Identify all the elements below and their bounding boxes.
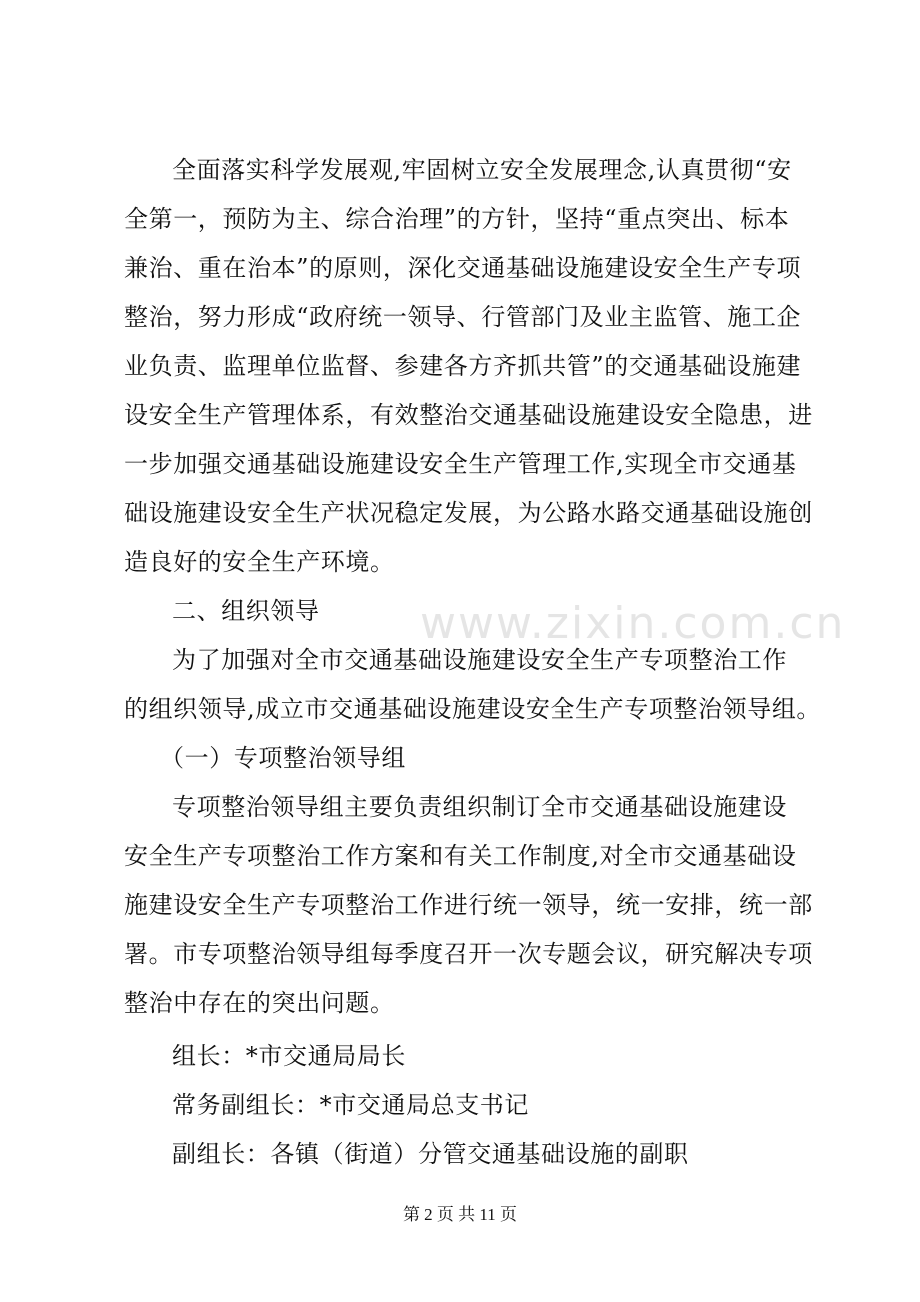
text-line: 业负责、监理单位监督、参建各方齐抓共管”的交通基础设施建: [124, 352, 802, 380]
text-line: 全第一，预防为主、综合治理”的方针，坚持“重点突出、标本: [124, 205, 790, 233]
member-group-leader: 组长：*市交通局局长: [172, 1042, 406, 1070]
text-line: 专项整治领导组主要负责组织制订全市交通基础设施建设: [172, 793, 787, 821]
document-body: [124, 146, 822, 1179]
text-line: 整治中存在的突出问题。: [124, 989, 395, 1017]
text-line: 设安全生产管理体系，有效整治交通基础设施建设安全隐患，进: [124, 401, 813, 429]
text-line: 全面落实科学发展观,牢固树立安全发展理念,认真贯彻“安: [172, 156, 792, 184]
text-line: 础设施建设安全生产状况稳定发展，为公路水路交通基础设施创: [124, 499, 813, 527]
text-line: 安全生产专项整治工作方案和有关工作制度,对全市交通基础设: [124, 842, 797, 870]
text-line: 一步加强交通基础设施建设安全生产管理工作,实现全市交通基: [124, 450, 797, 478]
watermark: www.zixin.com.cn: [420, 598, 846, 649]
section-heading: 二、组织领导: [172, 597, 320, 625]
member-executive-deputy: 常务副组长：*市交通局总支书记: [172, 1091, 529, 1119]
paragraph-group-duties: [124, 783, 814, 1028]
text-line: 兼治、重在治本”的原则，深化交通基础设施建设安全生产专项: [124, 254, 802, 282]
paragraph-leadership-group: [124, 636, 822, 734]
text-line: 整治，努力形成“政府统一领导、行管部门及业主监管、施工企: [124, 303, 802, 331]
text-line: 造良好的安全生产环境。: [124, 548, 395, 576]
text-line: 署。市专项整治领导组每季度召开一次专题会议，研究解决专项: [124, 940, 813, 968]
page-number-footer: 第 2 页 共 11 页: [402, 1205, 518, 1224]
text-line: 为了加强对全市交通基础设施建设安全生产专项整治工作: [172, 646, 787, 674]
subsection-heading: （一）专项整治领导组: [160, 744, 406, 772]
text-line: 施建设安全生产专项整治工作进行统一领导，统一安排，统一部: [124, 891, 813, 919]
paragraph-guiding-principle: [124, 146, 814, 587]
member-deputy-leaders: 副组长：各镇（街道）分管交通基础设施的副职: [172, 1140, 689, 1168]
text-line: 的组织领导,成立市交通基础设施建设安全生产专项整治领导组。: [124, 695, 822, 723]
